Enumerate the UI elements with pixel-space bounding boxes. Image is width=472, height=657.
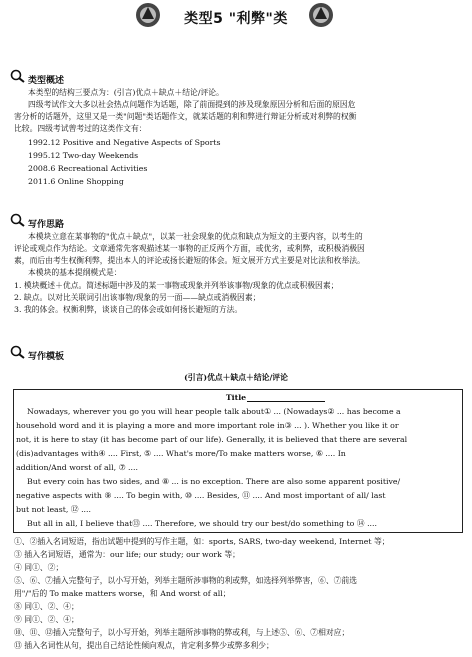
note-line: ④ 同①、②； (14, 563, 64, 572)
outline-item: 1. 模块概述＋优点。简述标题中涉及的某一事物或现象并列举该事物/现象的优点或积极因素； (14, 281, 339, 290)
topic-item: 1992.12 Positive and Negative Aspects of Sports (28, 138, 221, 147)
essay-line: But every coin has two sides, and ⑧ ... is no exception. There are also some apparent positive/ (27, 477, 401, 486)
essay-title-label: Title (225, 393, 247, 402)
approach-line: 本模块立意在某事物的"优点＋缺点"，以某一社会现象的优点和缺点为短文的主要内容，以考生的 (28, 232, 363, 241)
approach-line: 本模块的基本提纲模式是： (28, 268, 122, 277)
approach-line: 评论或观点作为结论。文章通常先客观描述某一事物的正反两个方面，或优劣，或利弊，或积极消极因 (14, 244, 365, 253)
note-line: ①、②插入名词短语，指出试题中提到的写作主题，如：sports, SARS, two-day weekend, Internet 等； (14, 537, 390, 546)
topic-item: 2008.6 Recreational Activities (28, 164, 148, 173)
note-line: ⑩、⑪、⑫插入完整句子，以小写开始，列举主题所涉事物的弊或利，与上述⑤、⑥、⑦相对应； (14, 628, 350, 637)
right-emblem-icon (307, 1, 335, 29)
magnifier-icon (10, 345, 26, 359)
page-title: 类型5 "利弊"类 (184, 11, 288, 27)
overview-line: 比较。四级考试曾考过的这类作文有： (14, 124, 147, 133)
topic-item: 2011.6 Online Shopping (28, 177, 124, 186)
note-line: ③ 插入名词短语，通常为：our life; our study; our work 等； (14, 550, 240, 559)
overview-line: 本类型的结构三要点为：(引言)优点＋缺点＋结论/评论。 (28, 88, 224, 97)
note-line: ⑧ 同①、②、④； (14, 602, 79, 611)
essay-line: household word and it is playing a more and more important role in③ ... ). Whether you like it or (16, 421, 399, 430)
essay-line: (dis)advantages with④ .... First, ⑤ .... What's more/To make matters worse, ⑥ .... In (16, 449, 346, 458)
essay-line: Nowadays, wherever you go you will hear people talk about① ... (Nowadays② ... has become a (27, 407, 401, 416)
overview-line: 害分析的话题外，这里又是一类"问题"类话题作文，就某话题的利和弊进行辩证分析或对利弊的权衡 (14, 112, 357, 121)
approach-line: 素，而后由考生权衡利弊，提出本人的评论或扬长避短的体会。短文展开方式主要是对比法和枚举法。 (14, 256, 365, 265)
outline-item: 3. 我的体会。权衡利弊，谈谈自己的体会或如何扬长避短的方法。 (14, 305, 243, 314)
template-structure-title: (引言)优点＋缺点＋结论/评论 (184, 373, 288, 382)
title-blank-line (247, 401, 325, 402)
essay-line: But all in all, I believe that⑬ .... Therefore, we should try our best/do something to ⑭ .... (27, 519, 377, 528)
essay-line: negative aspects with ⑨ .... To begin with, ⑩ .... Besides, ⑪ .... And most important of all/ last (16, 491, 386, 500)
section-heading-overview: 类型概述 (28, 76, 65, 86)
overview-line: 四级考试作文大多以社会热点问题作为话题，除了前面提到的涉及现象原因分析和后面的原因危 (28, 100, 356, 109)
section-heading-template: 写作模板 (28, 352, 65, 362)
essay-line: addition/And worst of all, ⑦ .... (16, 463, 138, 472)
note-line: ⑨ 同①、②、④； (14, 615, 79, 624)
note-line: ⑤、⑥、⑦插入完整句子，以小写开始，列举主题所涉事物的利或弊，如选择列举弊害，⑥、⑦前选 (14, 576, 358, 585)
magnifier-icon (10, 69, 26, 83)
essay-line: but not least, ⑫ .... (16, 505, 91, 514)
essay-line: not, it is here to stay (it has become part of our life). Generally, it is believed that there are several (16, 435, 408, 444)
magnifier-icon (10, 213, 26, 227)
note-line: ⑬ 插入名词性从句，提出自己结论性倾向观点，肯定利多弊少或弊多利少； (14, 641, 274, 650)
note-line: 用"/"后的 To make matters worse，和 And worst of all； (14, 589, 231, 598)
topic-item: 1995.12 Two-day Weekends (28, 151, 139, 160)
outline-item: 2. 缺点。以对比关联词引出该事物/现象的另一面——缺点或消极因素； (14, 293, 261, 302)
section-heading-approach: 写作思路 (28, 220, 65, 230)
